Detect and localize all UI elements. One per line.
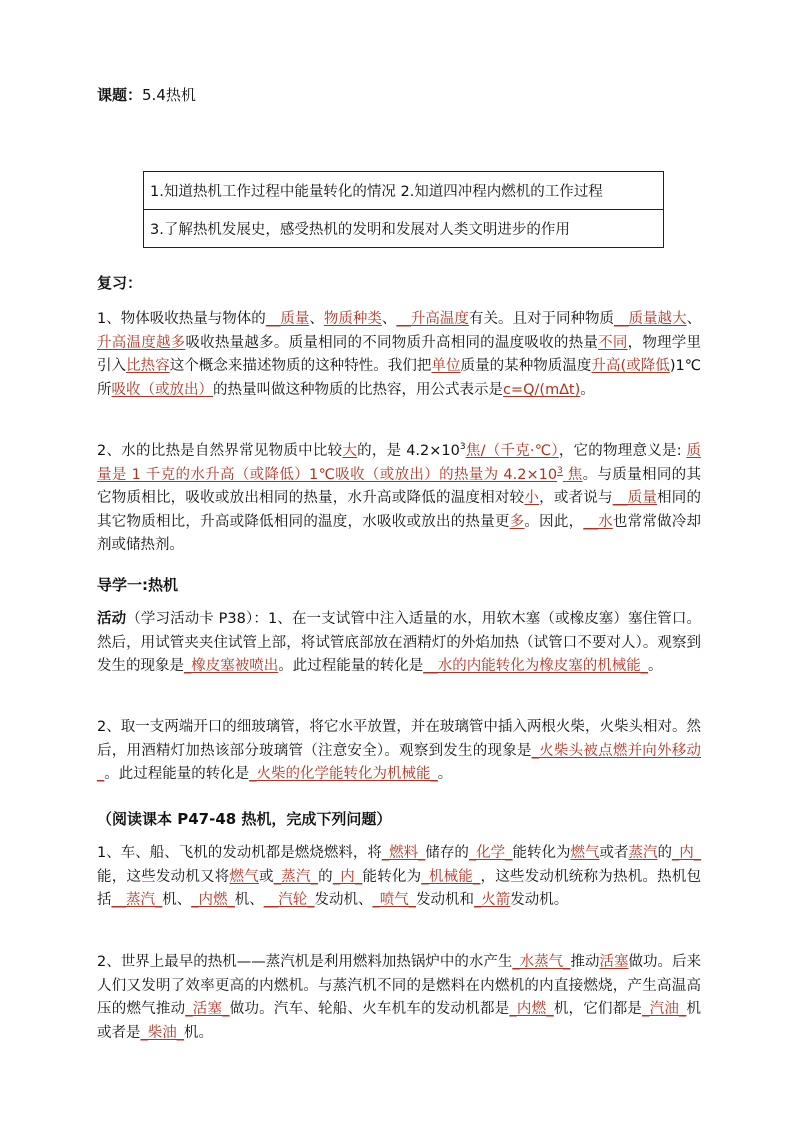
activity-paragraph-1: 活动（学习活动卡 P38）：1、在一支试管中注入适量的水，用软木塞（或橡皮塞）塞住管口。然后，用试管夹夹住试管上部，将试管底部放在酒精灯的外焰加热（试管口不要对人）。观察到发生的现象是_橡皮塞被喷出。此过程能量的转化是__水的内能转化为橡皮塞的机械能_。	[97, 611, 701, 674]
answer: _喷气_	[372, 892, 416, 908]
answer: 单位	[431, 358, 461, 374]
answer: __水	[583, 513, 613, 530]
answer: _柴油_	[140, 1024, 184, 1041]
answer: __质量	[265, 311, 310, 327]
answer: _火柴头被点燃并向外移动_	[97, 742, 702, 782]
answer: _内燃_	[509, 1001, 554, 1017]
answer: 比热容	[126, 358, 170, 374]
answer: __汽轮_	[263, 892, 315, 908]
objective-row-2: 3.了解热机发展史，感受热机的发明和发展对人类文明进步的作用	[144, 210, 664, 248]
answer: _内_	[332, 868, 363, 885]
reading-paragraph-1: 1、车、船、飞机的发动机都是燃烧燃料，将_燃料_储存的_化学_能转化为燃气或者蒸汽的_内_能，这些发动机又将燃气或_蒸汽_的_内_能转化为_机械能_，这些发动机统称为热机。热机包括__蒸汽_机、_内燃_机、__汽轮_发动机、_喷气_发动机和_火箭发动机。	[97, 845, 702, 908]
answer: 小	[524, 490, 540, 506]
objectives-table	[143, 171, 664, 248]
reading-heading: （阅读课本 P47-48 热机，完成下列问题）	[97, 810, 392, 828]
answer: _燃料_	[381, 845, 426, 861]
objective-row-1: 1.知道热机工作过程中能量转化的情况 2.知道四冲程内燃机的工作过程	[144, 172, 664, 210]
answer: _汽油_	[642, 1001, 687, 1017]
answer: 蒸汽	[628, 845, 658, 861]
answer: __质量越大	[614, 311, 687, 327]
answer: c=Q/(m∆t)	[503, 381, 581, 398]
answer: _火柴的化学能转化为机械能_	[249, 766, 438, 782]
answer: _活塞_	[185, 1001, 230, 1017]
answer: _蒸汽_	[273, 868, 318, 885]
title-label: 课题：	[97, 86, 143, 104]
review-heading: 复习：	[97, 274, 143, 292]
answer: 燃气	[229, 868, 259, 885]
answer: 物质种类	[323, 311, 382, 327]
answer: 燃气	[570, 845, 600, 861]
answer: _火箭	[474, 892, 511, 908]
answer: 不同	[598, 334, 628, 351]
answer: __蒸汽_	[111, 892, 163, 908]
answer: __升高温度	[396, 311, 469, 327]
guide-heading: 导学一:热机	[97, 576, 178, 594]
review-paragraph-2: 2、水的比热是自然界常见物质中比较大的，是 $4.2\times 10^3$焦/（千克·℃），它的物理意义是: 质量是 1 千克的水升高（或降低）1℃吸收（或放出）的热量为 $4.2\times 10^3$ 焦。与质量相同的其它物质相比，吸收或放出相同的热量，水升高或降低的温度相对较小，或者说与__质量相同的其它物质相比，升高或降低相同的温度，水吸收或放出的热量更多。因此，__水也常常做冷却剂或储热剂。	[97, 442, 702, 553]
answer: _橡皮塞被喷出	[184, 658, 279, 674]
answer: 多	[509, 513, 525, 530]
answer: _化学_	[468, 845, 513, 861]
answer: 升高温度越多	[97, 334, 186, 351]
answer: 大	[342, 443, 358, 459]
answer: 焦	[562, 466, 583, 483]
answer: _机械能_	[421, 868, 481, 885]
lesson-title	[97, 84, 196, 105]
answer: 吸收（或放出）	[111, 381, 213, 398]
answer: __水的内能转化为橡皮塞的机械能_	[423, 658, 648, 674]
title-text: 5.4热机	[142, 86, 196, 104]
answer: 质量是 1 千克的水升高（或降低）1℃吸收（或放出）的热量为 4.2×10	[97, 443, 701, 483]
reading-paragraph-2: 2、世界上最早的热机——蒸汽机是利用燃料加热锅炉中的水产生_水蒸气_推动活塞做功。后来人们又发明了效率更高的内燃机。与蒸汽机不同的是燃料在内燃机的内直接燃烧，产生高温高压的燃气推动_活塞_做功。汽车、轮船、火车机车的发动机都是_内燃_机，它们都是_汽油_机或者是_柴油_机。	[97, 954, 702, 1041]
answer: 焦/（千克·℃）	[465, 443, 559, 459]
answer: __质量	[612, 490, 658, 506]
review-paragraph-1: 1、物体吸收热量与物体的__质量、物质种类、__升高温度有关。且对于同种物质__质量越大、升高温度越多吸收热量越多。质量相同的不同物质升高相同的温度吸收的热量不同，物理学里引入比热容这个概念来描述物质的这种特性。我们把单位质量的某种物质温度升高(或降低)1℃所吸收（或放出）的热量叫做这种物质的比热容，用公式表示是c=Q/(m∆t)。	[97, 311, 702, 398]
activity-paragraph-2: 2、取一支两端开口的细玻璃管，将它水平放置，并在玻璃管中插入两根火柴，火柴头相对。然后，用酒精灯加热该部分玻璃管（注意安全）。观察到发生的现象是_火柴头被点燃并向外移动_。此过程能量的转化是_火柴的化学能转化为机械能_。	[97, 719, 702, 782]
answer: 活塞	[599, 954, 629, 970]
answer: _内燃_	[191, 892, 235, 908]
answer: _水蒸气_	[512, 954, 571, 970]
answer: _内_	[672, 845, 702, 861]
answer: 升高(或降低	[591, 358, 670, 374]
